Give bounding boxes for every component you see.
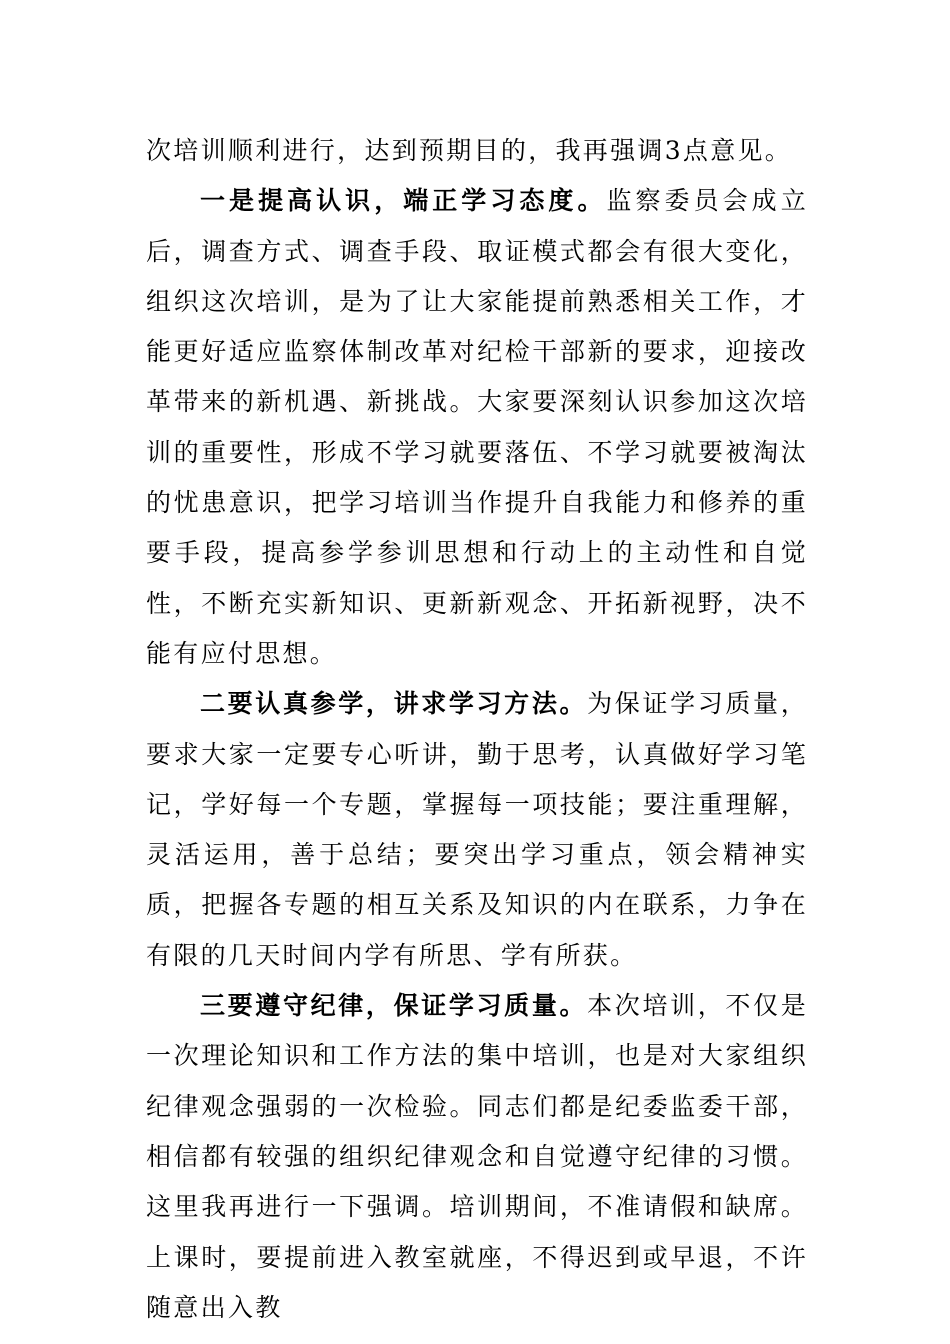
paragraph-heading: 一是提高认识，端正学习态度。 bbox=[200, 186, 607, 216]
paragraph-point-2 bbox=[146, 679, 808, 981]
paragraph-body: 次培训顺利进行，达到预期目的，我再强调3点意见。 bbox=[146, 136, 793, 165]
paragraph-point-3 bbox=[146, 981, 808, 1333]
paragraph-body: 本次培训，不仅是一次理论知识和工作方法的集中培训，也是对大家组织纪律观念强弱的一次检验。同志们都是纪委监委干部，相信都有较强的组织纪律观念和自觉遵守纪律的习惯。这里我再进行一下强调。培训期间，不准请假和缺席。上课时，要提前进入教室就座，不得迟到或早退，不许随意出入教 bbox=[146, 991, 809, 1322]
paragraph-body: 监察委员会成立后，调查方式、调查手段、取证模式都会有很大变化，组织这次培训，是为了让大家能提前熟悉相关工作，才能更好适应监察体制改革对纪检干部新的要求，迎接改革带来的新机遇、新挑战。大家要深刻认识参加这次培训的重要性，形成不学习就要落伍、不学习就要被淘汰的忧患意识，把学习培训当作提升自我能力和修养的重要手段，提高参学参训思想和行动上的主动性和自觉性，不断充实新知识、更新新观念、开拓新视野，决不能有应付思想。 bbox=[146, 186, 808, 668]
paragraph-body: 为保证学习质量，要求大家一定要专心听讲，勤于思考，认真做好学习笔记，学好每一个专题，掌握每一项技能；要注重理解，灵活运用，善于总结；要突出学习重点，领会精神实质，把握各专题的相互关系及知识的内在联系，力争在有限的几天时间内学有所思、学有所获。 bbox=[146, 689, 809, 970]
document-body bbox=[146, 126, 808, 1333]
paragraph-point-1 bbox=[146, 176, 808, 679]
paragraph-heading: 二要认真参学，讲求学习方法。 bbox=[200, 689, 588, 719]
paragraph-heading: 三要遵守纪律，保证学习质量。 bbox=[200, 991, 588, 1021]
paragraph-continuation bbox=[146, 126, 808, 176]
